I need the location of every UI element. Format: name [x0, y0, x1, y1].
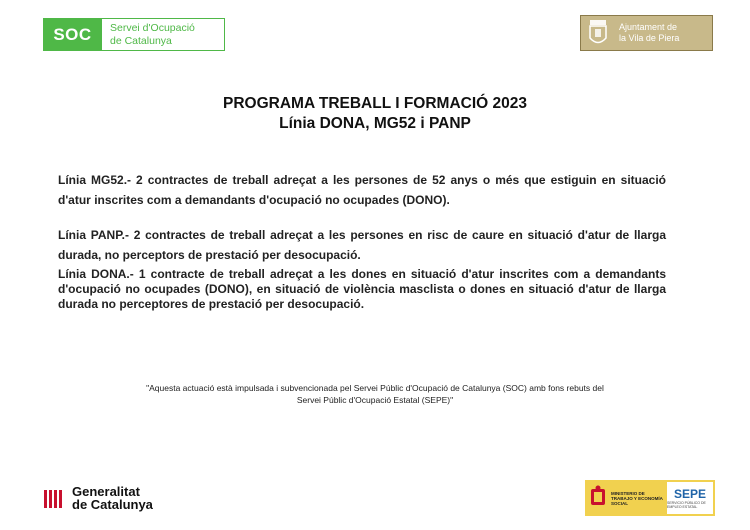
ministry-text: MINISTERIO DE TRABAJO Y ECONOMÍA SOCIAL — [611, 490, 663, 506]
generalitat-line2: de Catalunya — [72, 496, 153, 512]
coat-of-arms-icon — [587, 18, 609, 48]
soc-logo-line2: de Catalunya — [110, 35, 172, 47]
generalitat-logo — [42, 486, 153, 511]
footnote-line2: Servei Públic d'Ocupació Estatal (SEPE)" — [296, 394, 454, 405]
ajuntament-logo-line1: Ajuntament de — [619, 22, 678, 32]
paragraph-mg52: Línia MG52.- 2 contractes de treball adreçat a les persones de 52 anys o més que estiguin en situació d'atur inscrites com a demandants d'ocupació no ocupades (DONO). — [58, 173, 666, 207]
paragraph-panp: Línia PANP.- 2 contractes de treball adreçat a les persones en risc de caure en situació d'atur de llarga durada, no perceptors de prestació per desocupació. — [58, 228, 666, 262]
sepe-subtitle: SERVICIO PÚBLICO DE EMPLEO ESTATAL — [667, 501, 706, 509]
soc-logo-mark: SOC — [43, 18, 102, 51]
ajuntament-logo-text — [619, 22, 679, 44]
page-subtitle: Línia DONA, MG52 i PANP — [279, 115, 471, 132]
soc-logo-line1: Servei d'Ocupació — [110, 22, 195, 34]
generalitat-text — [72, 486, 153, 511]
ajuntament-logo-line2: la Vila de Piera — [619, 33, 680, 43]
sepe-mark: SEPE — [673, 487, 706, 501]
funding-footnote — [0, 383, 750, 406]
soc-logo-text — [102, 18, 225, 51]
generalitat-line1: Generalitat — [72, 484, 140, 499]
paragraph-dona: Línia DONA.- 1 contracte de treball adreçat a les dones en situació d'atur inscrites com a demandants d'ocupació no ocupades (DONO), en situació de violència masclista o dones en situació d'atur de llarga durada no perceptores de prestació per desocupació. — [58, 267, 666, 311]
footnote-line1: "Aquesta actuació està impulsada i subvencionada pel Servei Públic d'Ocupació de Catalunya (SOC) amb fons rebuts del — [146, 383, 604, 393]
ministry-sepe-logo — [585, 480, 715, 516]
ajuntament-logo — [580, 15, 713, 51]
soc-logo — [43, 18, 225, 51]
generalitat-emblem-icon — [42, 488, 64, 510]
spain-coat-of-arms-icon — [589, 485, 607, 511]
sepe-block — [667, 482, 713, 514]
page-title: PROGRAMA TREBALL I FORMACIÓ 2023 — [223, 95, 527, 112]
